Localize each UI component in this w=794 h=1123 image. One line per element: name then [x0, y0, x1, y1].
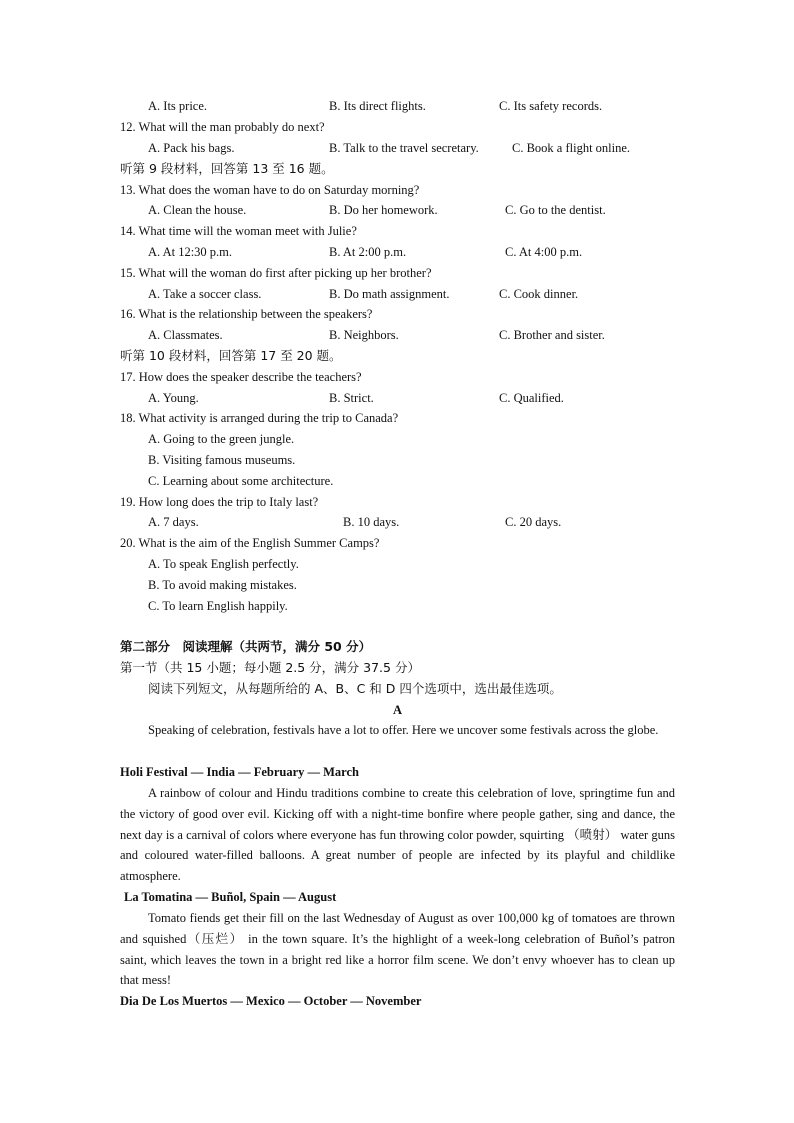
q15-stem: 15. What will the woman do first after picking up her brother? [120, 266, 432, 280]
section-1-title: 第一节（共 15 小题；每小题 2.5 分，满分 37.5 分） [120, 660, 420, 675]
holi-paragraph: A rainbow of colour and Hindu traditions combine to create this celebration of love, springtime fun and the victory of good over evil. Kicking off with a night-time bonfire where people gather, sing and dance, the next day is a carnival of colors where everyone has fun throwing color powder, squirting （喷射） water guns and coloured water-filled balloons. A great number of people are infected by its playful and childlike atmosphere. [120, 786, 675, 884]
part-2-title: 第二部分 阅读理解（共两节，满分 50 分） [120, 639, 372, 654]
tomatina-paragraph: Tomato fiends get their fill on the last Wednesday of August as over 100,000 kg of tomatoes are thrown and squished（压烂） in the town square. It’s the highlight of a week-long celebration of Buñol’s patron saint, which leaves the town in a bright red like a horror film scene. We don’t envy whoever has to clean up that mess! [120, 911, 675, 988]
q12-option-c: C. Book a flight online. [512, 141, 631, 155]
q14-option-c: C. At 4:00 p.m. [505, 245, 583, 259]
q17-option-a: A. Young. [148, 391, 199, 405]
passage-label: A [392, 703, 403, 717]
q11-option-b: B. Its direct flights. [329, 99, 426, 113]
q15-option-b: B. Do math assignment. [329, 287, 450, 301]
q16-option-b: B. Neighbors. [329, 328, 399, 342]
holi-heading: Holi Festival — India — February — March [120, 765, 359, 779]
q12-option-a: A. Pack his bags. [148, 141, 235, 155]
q20-option-b: B. To avoid making mistakes. [148, 578, 297, 592]
q14-option-a: A. At 12:30 p.m. [148, 245, 233, 259]
q13-option-c: C. Go to the dentist. [505, 203, 606, 217]
q12-stem: 12. What will the man probably do next? [120, 120, 325, 134]
q13-option-b: B. Do her homework. [329, 203, 438, 217]
q12-option-b: B. Talk to the travel secretary. [329, 141, 479, 155]
q11-option-a: A. Its price. [148, 99, 208, 113]
q16-option-a: A. Classmates. [148, 328, 223, 342]
q15-option-a: A. Take a soccer class. [148, 287, 262, 301]
q19-option-b: B. 10 days. [343, 515, 400, 529]
q18-option-b: B. Visiting famous museums. [148, 453, 296, 467]
q11-option-c: C. Its safety records. [499, 99, 603, 113]
passage-intro: Speaking of celebration, festivals have a lot to offer. Here we uncover some festivals across the globe. [148, 723, 659, 737]
q19-option-a: A. 7 days. [148, 515, 199, 529]
q17-stem: 17. How does the speaker describe the teachers? [120, 370, 362, 384]
q16-stem: 16. What is the relationship between the speakers? [120, 307, 373, 321]
q19-option-c: C. 20 days. [505, 515, 562, 529]
q18-option-a: A. Going to the green jungle. [148, 432, 295, 446]
q18-option-c: C. Learning about some architecture. [148, 474, 334, 488]
reading-instruction: 阅读下列短文，从每题所给的 A、B、C 和 D 四个选项中，选出最佳选项。 [148, 681, 562, 696]
q20-stem: 20. What is the aim of the English Summer Camps? [120, 536, 380, 550]
muertos-heading: Dia De Los Muertos — Mexico — October — November [120, 994, 422, 1008]
q17-option-b: B. Strict. [329, 391, 374, 405]
q20-option-c: C. To learn English happily. [148, 599, 288, 613]
q13-stem: 13. What does the woman have to do on Saturday morning? [120, 183, 420, 197]
q14-option-b: B. At 2:00 p.m. [329, 245, 407, 259]
q17-option-c: C. Qualified. [499, 391, 564, 405]
q16-option-c: C. Brother and sister. [499, 328, 605, 342]
tomatina-heading: La Tomatina — Buñol, Spain — August [124, 890, 337, 904]
q20-option-a: A. To speak English perfectly. [148, 557, 299, 571]
q19-stem: 19. How long does the trip to Italy last? [120, 495, 319, 509]
q13-option-a: A. Clean the house. [148, 203, 247, 217]
section-10-instruction: 听第 10 段材料，回答第 17 至 20 题。 [120, 348, 342, 363]
q18-stem: 18. What activity is arranged during the trip to Canada? [120, 411, 399, 425]
q15-option-c: C. Cook dinner. [499, 287, 579, 301]
section-9-instruction: 听第 9 段材料，回答第 13 至 16 题。 [120, 161, 334, 176]
q14-stem: 14. What time will the woman meet with Julie? [120, 224, 357, 238]
